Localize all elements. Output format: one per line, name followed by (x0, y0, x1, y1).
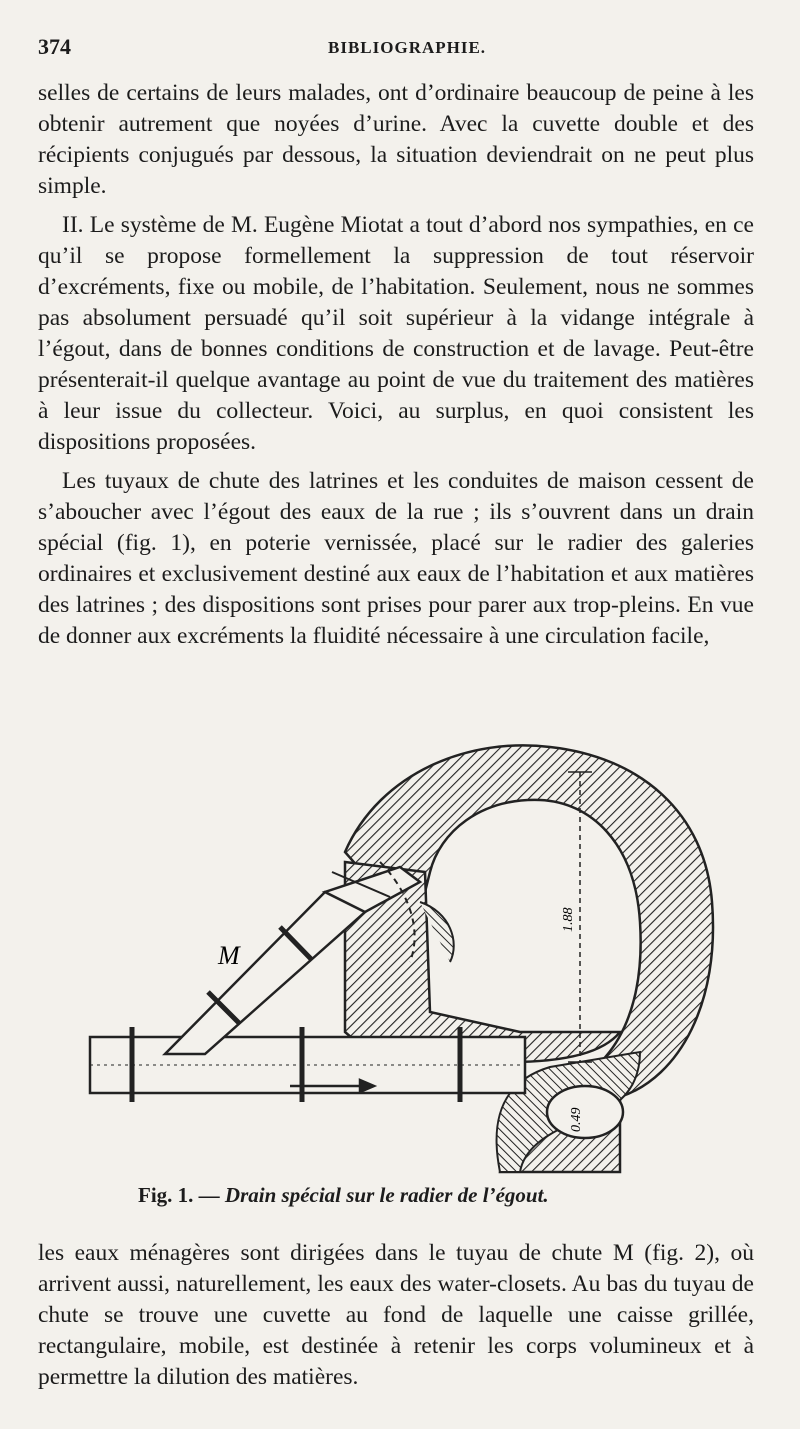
fall-pipe (165, 892, 365, 1054)
page-header (38, 34, 754, 64)
caption-text: Drain spécial sur le radier de l’égout. (224, 1183, 549, 1207)
label-m: M (218, 941, 240, 970)
running-head: BIBLIOGRAPHIE. (328, 38, 487, 57)
paragraph: selles de certains de leurs malades, ont d’ordinaire beaucoup de peine à les obtenir autrement que noyées d’urine. Avec la cuvette double et des récipients conjugués par dessous, la situation deviendrait on ne peut plus simple. (38, 80, 754, 199)
dimension-label-height: 1.88 (561, 907, 576, 932)
paragraph: Les tuyaux de chute des latrines et les conduites de maison cessent de s’aboucher avec l’égout des eaux de la rue ; ils s’ouvrent dans un drain spécial (fig. 1), en poterie vernissée, placé sur le radier des galeries ordinaires et exclusivement destiné aux eaux de l’habitation et aux matières des latrines ; des dispositions sont prises pour parer aux trop-pleins. En vue de donner aux excréments la fluidité nécessaire à une circulation facile, (38, 468, 754, 649)
body-text-top (38, 78, 754, 652)
dimension-label-small: 0.49 (569, 1107, 584, 1132)
page-number: 374 (38, 34, 71, 59)
paragraph: II. Le système de M. Eugène Miotat a tout d’abord nos sympathies, en ce qu’il se propose formellement la suppression de tout réservoir d’excréments, fixe ou mobile, de l’habitation. Seulement, nous ne sommes pas absolument persuadé qu’il soit supérieur à la vidange intégrale à l’égout, dans de bonnes conditions de construction et de lavage. Peut-être présenterait-il quelque avantage au point de vue du traitement des matières à leur issue du collecteur. Voici, au surplus, en quoi consistent les dispositions proposées. (38, 212, 754, 455)
caption-number: Fig. 1. — (138, 1183, 220, 1207)
drain-diagram-svg (80, 702, 770, 1182)
figure-caption (138, 1183, 549, 1208)
paragraph: les eaux ménagères sont dirigées dans le tuyau de chute M (fig. 2), où arrivent aussi, naturellement, les eaux des water-closets. Au bas du tuyau de chute se trouve une cuvette au fond de laquelle une caisse grillée, rectangulaire, mobile, est destinée à retenir les corps volumineux et à permettre la dilution des matières. (38, 1240, 754, 1390)
figure-drain-diagram (80, 702, 770, 1182)
body-text-bottom (38, 1238, 754, 1393)
drain-oval (547, 1086, 623, 1138)
